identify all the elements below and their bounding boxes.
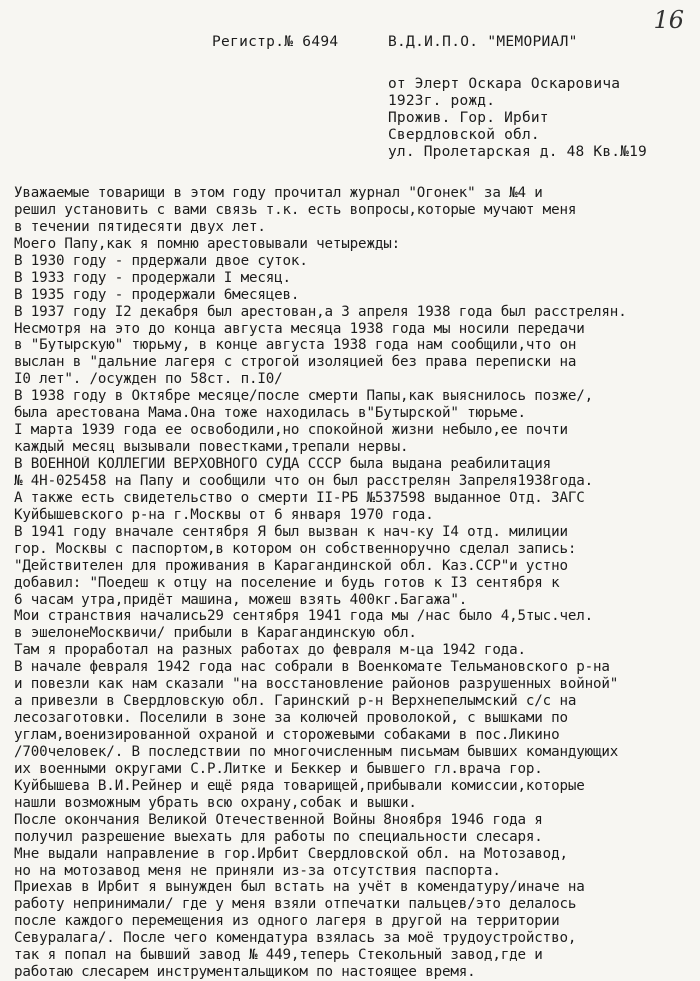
body-line: после каждого перемещения из одного лагеря в другой на территории	[14, 913, 560, 930]
body-line: В начале февраля 1942 года нас собрали в Военкомате Тельмановского р-на	[14, 659, 610, 676]
body-line: была арестована Мама.Она тоже находилась в"Бутырской" тюрьме.	[14, 405, 526, 422]
body-line: в течении пятидесяти двух лет.	[14, 218, 266, 235]
sender-line: ул. Пролетарская д. 48 Кв.№19	[388, 143, 647, 160]
body-line: В ВОЕННОЙ КОЛЛЕГИИ ВЕРХОВНОГО СУДА СССР была выдана реабилитация	[14, 456, 552, 472]
sender-line: Свердловской обл.	[388, 126, 540, 143]
body-line: I марта 1939 года ее освободили,но спокойной жизни небыло,ее почти	[14, 422, 568, 439]
sender-line: от Элерт Оскара Оскаровича	[388, 76, 621, 92]
body-line: добавил: "Поедеш к отцу на поселение и будь готов к I3 сентября к	[14, 574, 560, 591]
page-number: 16	[653, 6, 684, 34]
sender-line: 1923г. рожд.	[388, 92, 496, 109]
body-line: лесозаготовки. Поселили в зоне за колючей проволокой, с вышками по	[14, 710, 568, 727]
body-line: /700человек/. В последствии по многочисленным письмам бывших командующих	[14, 743, 619, 760]
body-line: В 1941 году вначале сентября Я был вызван к нач-ку I4 отд. милиции	[14, 523, 568, 540]
registry-number: Регистр.№ 6494	[212, 34, 339, 50]
body-line: Мои странствия начались29 сентября 1941 года мы /нас было 4,5тыс.чел.	[14, 608, 594, 625]
body-line: Мне выдали направление в гор.Ирбит Свердловской обл. на Мотозавод,	[14, 845, 568, 862]
body-line: В 1935 году - продержали 6месяцев.	[14, 286, 300, 303]
body-line: углам,военизированной охраной и сторожевыми собаками в пос.Ликино	[14, 727, 560, 743]
body-line: но на мотозавод меня не приняли из-за отсутствия паспорта.	[14, 862, 501, 879]
body-line: № 4Н-025458 на Папу и сообщили что он был расстрелян 3апреля1938года.	[14, 472, 594, 489]
letter-body	[14, 185, 700, 981]
body-line: а привезли в Свердловскую обл. Гаринский р-н Верхнепелымский с/с на	[14, 693, 577, 710]
body-line: нашли возможным убрать всю охрану,собак и вышки.	[14, 794, 417, 811]
body-line: Там я проработал на разных работах до февраля м-ца 1942 года.	[14, 642, 526, 659]
body-line: работаю слесарем инструментальщиком по настоящее время.	[14, 964, 476, 981]
body-line: и повезли как нам сказали "на восстановление районов разрушенных войной"	[14, 676, 619, 693]
body-line: работу непринимали/ где у меня взяли отпечатки пальцев/это делалось	[14, 896, 577, 913]
body-line: В 1938 году в Октябре месяце/после смерти Папы,как выяснилось позже/,	[14, 388, 594, 405]
body-line: решил установить с вами связь т.к. есть вопросы,которые мучают меня	[14, 201, 577, 218]
body-line: Уважаемые товарищи в этом году прочитал журнал "Огонек" за №4 и	[14, 185, 543, 201]
body-line: получил разрешение выехать для работы по специальности слесаря.	[14, 828, 543, 845]
body-line: Севуралага/. После чего комендатура взялась за моё трудоустройство,	[14, 930, 577, 947]
body-line: Куйбышева В.И.Рейнер и ещё ряда товарищей,прибывали комиссии,которые	[14, 777, 585, 794]
body-line: В 1937 году I2 декабря был арестован,а 3 апреля 1938 года был расстрелян.	[14, 303, 627, 320]
body-line: в "Бутырскую" тюрьму, в конце августа 1938 года нам сообщили,что он	[14, 337, 577, 354]
addressee: В.Д.И.П.О. "МЕМОРИАЛ"	[388, 34, 578, 50]
body-line: так я попал на бывший завод № 449,теперь Стекольный завод,где и	[14, 947, 543, 964]
body-line: гор. Москвы с паспортом,в котором он собственноручно сделал запись:	[14, 540, 577, 557]
body-line: выслан в "дальние лагеря с строгой изоляцией без права переписки на	[14, 354, 577, 371]
body-line: В 1933 году - продержали I месяц.	[14, 269, 291, 286]
body-line: в эшелонеМосквичи/ прибыли в Карагандинскую обл.	[14, 625, 417, 642]
body-line: Куйбышевского р-на г.Москвы от 6 января 1970 года.	[14, 506, 434, 523]
body-line: каждый месяц вызывали повестками,трепали нервы.	[14, 439, 409, 456]
sender-line: Прожив. Гор. Ирбит	[388, 109, 549, 126]
body-line: В 1930 году - прдержали двое суток.	[14, 252, 308, 269]
body-line: А также есть свидетельство о смерти II-РБ №537598 выданное Отд. ЗАГС	[14, 489, 585, 506]
body-line: I0 лет". /осужден по 58ст. п.I0/	[14, 371, 283, 388]
body-line: Приехав в Ирбит я вынужден был встать на учёт в комендатуру/иначе на	[14, 879, 585, 896]
sender-block	[388, 76, 647, 161]
body-line: Моего Папу,как я помню арестовывали четырежды:	[14, 235, 401, 252]
body-line: После окончания Великой Отечественной Войны 8ноября 1946 года я	[14, 811, 543, 828]
body-line: 6 часам утра,придёт машина, можеш взять 400кг.Багажа".	[14, 591, 468, 608]
body-line: "Действителен для проживания в Карагандинской обл. Каз.ССР"и устно	[14, 557, 568, 574]
body-line: их военными округами С.Р.Литке и Беккер и бывшего гл.врача гор.	[14, 760, 543, 777]
body-line: Несмотря на это до конца августа месяца 1938 года мы носили передачи	[14, 320, 585, 337]
